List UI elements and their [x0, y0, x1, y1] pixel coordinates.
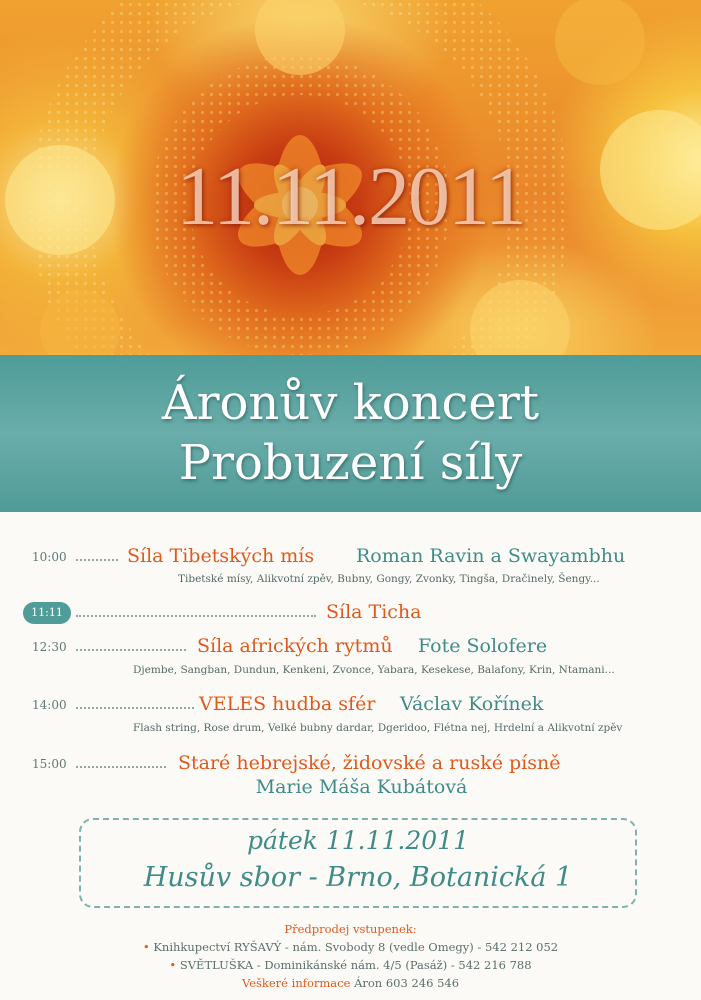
- bullet-icon: •: [169, 958, 177, 972]
- presale-item: [0, 958, 701, 972]
- programme-time: 12:30: [32, 640, 67, 654]
- programme-performer: Marie Máša Kubátová: [255, 776, 468, 798]
- programme-time: 10:00: [32, 550, 67, 564]
- venue-date: pátek 11.11.2011: [247, 826, 469, 855]
- programme-act: Síla Ticha: [326, 601, 422, 623]
- venue-place: Husův sbor - Brno, Botanická 1: [143, 862, 573, 893]
- programme-act: Staré hebrejské, židovské a ruské písně: [178, 752, 561, 774]
- programme-row: [0, 635, 701, 659]
- venue-box: [79, 818, 637, 908]
- programme-time: 15:00: [32, 757, 67, 771]
- programme-time: 14:00: [32, 698, 67, 712]
- programme-row: [0, 545, 701, 569]
- dot-leader: [76, 752, 166, 768]
- presale-item: [0, 940, 701, 954]
- dot-leader: [76, 601, 316, 617]
- title-band: [0, 355, 701, 512]
- bullet-icon: •: [142, 940, 150, 954]
- programme-instruments: Djembe, Sangban, Dundun, Kenkeni, Zvonce, Yabara, Kesekese, Balafony, Krin, Ntamani...: [133, 664, 615, 676]
- programme-row: [0, 601, 701, 625]
- dot-leader: [76, 693, 194, 709]
- info-line: [0, 976, 701, 990]
- programme-performer: Roman Ravin a Swayambhu: [356, 545, 626, 567]
- programme-act: VELES hudba sfér: [199, 693, 376, 715]
- dot-leader: [76, 545, 118, 561]
- programme-instruments: Tibetské mísy, Alikvotní zpěv, Bubny, Gongy, Zvonky, Tingša, Dračinely, Šengy...: [178, 573, 600, 585]
- hero-image: [0, 0, 701, 355]
- concert-title: Áronův koncert: [161, 375, 540, 431]
- programme-row: [0, 693, 701, 717]
- concert-subtitle: Probuzení síly: [178, 435, 523, 491]
- info-value: Áron 603 246 546: [354, 976, 460, 990]
- programme-performer: Václav Kořínek: [400, 693, 544, 715]
- programme-act: Síla afrických rytmů: [197, 635, 393, 657]
- presale-item-text: Knihkupectví RYŠAVÝ - nám. Svobody 8 (vedle Omegy) - 542 212 052: [153, 940, 559, 954]
- programme-instruments: Flash string, Rose drum, Velké bubny dardar, Dgeridoo, Flétna nej, Hrdelní a Alikvotní zpěv: [133, 722, 623, 734]
- presale-item-text: SVĚTLUŠKA - Dominikánské nám. 4/5 (Pasáž) - 542 216 788: [179, 958, 532, 972]
- programme-time-highlight: 11:11: [23, 602, 71, 624]
- info-label: Veškeré informace: [241, 976, 351, 990]
- programme-act: Síla Tibetských mís: [127, 545, 315, 567]
- dot-leader: [76, 635, 186, 651]
- programme-row: [0, 752, 701, 776]
- hero-date: 11.11.2011: [176, 150, 525, 243]
- programme-performer: Fote Solofere: [418, 635, 548, 657]
- presale-title: Předprodej vstupenek:: [284, 922, 417, 936]
